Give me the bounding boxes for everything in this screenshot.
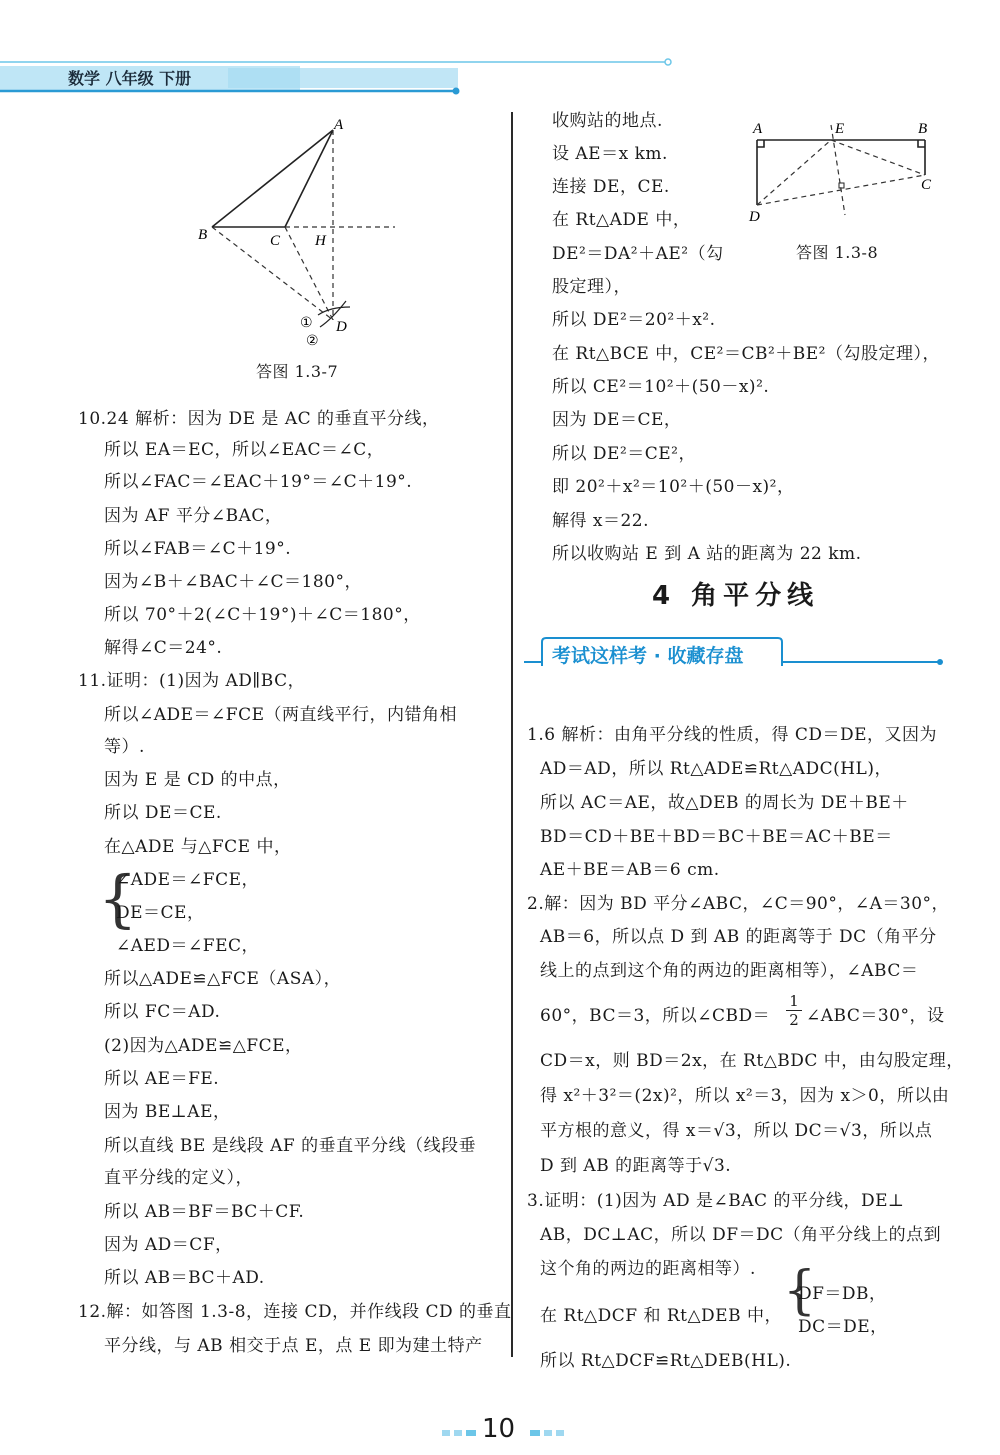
footer-decor-right bbox=[528, 1426, 568, 1440]
right-line-12: 即 20²＋x²＝10²＋(50－x)²， bbox=[552, 477, 795, 497]
right-line-31: 这个角的两边的距离相等）. bbox=[540, 1259, 756, 1279]
column-divider bbox=[511, 112, 513, 1357]
left-line-5: 所以∠FAB＝∠C＋19°. bbox=[104, 539, 292, 559]
right-line-4: 在 Rt△ADE 中， bbox=[552, 210, 691, 230]
section-title: 4 角平分线 bbox=[652, 581, 820, 611]
right-line-26: 得 x²＋3²＝(2x)²，所以 x²＝3，因为 x＞0，所以由 bbox=[540, 1086, 950, 1106]
figure-1-3-8 bbox=[745, 115, 945, 230]
fig8-label-A: A bbox=[753, 121, 763, 137]
fig8-label-C: C bbox=[921, 177, 932, 193]
left-line-12: 因为 E 是 CD 的中点， bbox=[104, 770, 291, 790]
left-line-27: 所以 AB＝BC＋AD. bbox=[104, 1268, 265, 1288]
right-line-8: 在 Rt△BCE 中，CE²＝CB²＋BE²（勾股定理）， bbox=[552, 344, 941, 364]
fraction-one-half bbox=[786, 992, 802, 1029]
right-brace: { bbox=[783, 1261, 817, 1321]
left-line-19: 所以 FC＝AD. bbox=[104, 1002, 221, 1022]
figure-1-3-7 bbox=[190, 115, 420, 360]
fig8-label-E: E bbox=[835, 121, 845, 137]
left-line-26: 因为 AD＝CF， bbox=[104, 1235, 233, 1255]
left-brace: { bbox=[98, 862, 138, 935]
right-line-22: 线上的点到这个角的两边的距离相等），∠ABC＝ bbox=[540, 961, 919, 981]
right-line-13: 解得 x＝22. bbox=[552, 511, 650, 531]
left-line-17: ∠AED＝∠FEC， bbox=[116, 936, 260, 956]
right-line-30: AB，DC⊥AC，所以 DF＝DC（角平分线上的点到 bbox=[540, 1225, 942, 1245]
fig8-label-B: B bbox=[918, 121, 928, 137]
right-line-2: 设 AE＝x km. bbox=[552, 144, 668, 164]
left-line-10: 所以∠ADE＝∠FCE（两直线平行，内错角相 bbox=[104, 705, 458, 725]
right-line-18: BD＝CD＋BE＋BD＝BC＋BE＝AC＋BE＝ bbox=[540, 827, 893, 847]
left-line-1: 10.24 解析：因为 DE 是 AC 的垂直平分线， bbox=[78, 409, 440, 429]
left-line-7: 所以 70°＋2(∠C＋19°)＋∠C＝180°， bbox=[104, 605, 421, 625]
right-line-27: 平方根的意义，得 x＝√3，所以 DC＝√3，所以点 bbox=[540, 1121, 933, 1141]
right-line-34: DC＝DE， bbox=[798, 1317, 888, 1337]
fig7-label-C: C bbox=[270, 233, 281, 249]
left-line-15: ∠ADE＝∠FCE， bbox=[116, 870, 260, 890]
right-line-23: 60°，BC＝3，所以∠CBD＝ bbox=[540, 1006, 771, 1026]
fig7-label-B: B bbox=[198, 227, 208, 243]
right-line-14: 所以收购站 E 到 A 站的距离为 22 km. bbox=[552, 544, 862, 564]
left-line-6: 因为∠B＋∠BAC＋∠C＝180°， bbox=[104, 572, 362, 592]
fig7-label-circle2: ② bbox=[306, 333, 319, 349]
right-line-33: DF＝DB， bbox=[798, 1284, 887, 1304]
left-line-9: 11.证明：(1)因为 AD∥BC， bbox=[78, 671, 306, 691]
left-line-13: 所以 DE＝CE. bbox=[104, 803, 222, 823]
right-line-29: 3.证明：(1)因为 AD 是∠BAC 的平分线，DE⊥ bbox=[527, 1191, 905, 1211]
fig8-caption: 答图 1.3-8 bbox=[796, 243, 879, 262]
fraction-denominator: 2 bbox=[789, 1011, 799, 1029]
right-line-1: 收购站的地点. bbox=[552, 111, 663, 131]
left-line-28: 12.解：如答图 1.3-8，连接 CD，并作线段 CD 的垂直 bbox=[78, 1302, 512, 1322]
right-line-7: 所以 DE²＝20²＋x². bbox=[552, 310, 716, 330]
right-line-25: CD＝x，则 BD＝2x，在 Rt△BDC 中，由勾股定理， bbox=[540, 1051, 964, 1071]
left-line-25: 所以 AB＝BF＝BC＋CF. bbox=[104, 1202, 305, 1222]
right-line-35: 所以 Rt△DCF≌Rt△DEB(HL). bbox=[540, 1351, 792, 1371]
left-line-21: 所以 AE＝FE. bbox=[104, 1069, 220, 1089]
right-line-9: 所以 CE²＝10²＋(50－x)². bbox=[552, 377, 770, 397]
right-line-19: AE＋BE＝AB＝6 cm. bbox=[540, 860, 720, 880]
right-line-16: AD＝AD，所以 Rt△ADE≌Rt△ADC(HL)， bbox=[540, 759, 892, 779]
left-line-2: 所以 EA＝EC，所以∠EAC＝∠C， bbox=[104, 440, 385, 460]
fig7-label-circle1: ① bbox=[300, 315, 313, 331]
right-line-15: 1.6 解析：由角平分线的性质，得 CD＝DE，又因为 bbox=[527, 725, 938, 745]
right-line-24: ∠ABC＝30°，设 bbox=[806, 1006, 945, 1026]
right-line-21: AB＝6，所以点 D 到 AB 的距离等于 DC（角平分 bbox=[540, 927, 937, 947]
left-line-29: 平分线，与 AB 相交于点 E，点 E 即为建土特产 bbox=[104, 1336, 483, 1356]
page-number: 10 bbox=[482, 1414, 516, 1444]
footer-decor-left bbox=[440, 1426, 480, 1440]
left-line-22: 因为 BE⊥AE， bbox=[104, 1102, 231, 1122]
left-line-11: 等）. bbox=[104, 737, 145, 757]
fig7-label-D: D bbox=[336, 319, 347, 335]
right-line-20: 2.解：因为 BD 平分∠ABC，∠C＝90°，∠A＝30°， bbox=[527, 894, 950, 914]
left-line-4: 因为 AF 平分∠BAC， bbox=[104, 506, 283, 526]
header-title: 数学 八年级 下册 bbox=[68, 69, 192, 88]
fraction-numerator: 1 bbox=[786, 992, 802, 1011]
right-line-10: 因为 DE＝CE， bbox=[552, 410, 682, 430]
left-line-8: 解得∠C＝24°. bbox=[104, 638, 223, 658]
left-line-24: 直平分线的定义）， bbox=[104, 1168, 253, 1188]
right-line-6: 股定理）， bbox=[552, 277, 631, 297]
right-line-3: 连接 DE，CE. bbox=[552, 177, 670, 197]
right-line-11: 所以 DE²＝CE²， bbox=[552, 444, 696, 464]
right-line-5: DE²＝DA²＋AE²（勾 bbox=[552, 244, 724, 264]
fig7-caption: 答图 1.3-7 bbox=[256, 362, 339, 381]
left-line-14: 在△ADE 与△FCE 中， bbox=[104, 837, 292, 857]
right-line-32: 在 Rt△DCF 和 Rt△DEB 中， bbox=[540, 1306, 782, 1326]
left-line-23: 所以直线 BE 是线段 AF 的垂直平分线（线段垂 bbox=[104, 1136, 477, 1156]
left-line-20: (2)因为△ADE≌△FCE， bbox=[104, 1036, 303, 1056]
left-line-3: 所以∠FAC＝∠EAC＋19°＝∠C＋19°. bbox=[104, 472, 413, 492]
fig7-label-H: H bbox=[315, 233, 326, 249]
section-banner-text: 考试这样考 · 收藏存盘 bbox=[552, 645, 744, 667]
left-line-18: 所以△ADE≌△FCE（ASA）， bbox=[104, 969, 342, 989]
fig8-label-D: D bbox=[749, 209, 760, 225]
right-line-28: D 到 AB 的距离等于√3. bbox=[540, 1156, 732, 1176]
right-line-17: 所以 AC＝AE，故△DEB 的周长为 DE＋BE＋ bbox=[540, 793, 909, 813]
fig7-label-A: A bbox=[334, 117, 344, 133]
left-line-16: DE＝CE， bbox=[116, 903, 205, 923]
